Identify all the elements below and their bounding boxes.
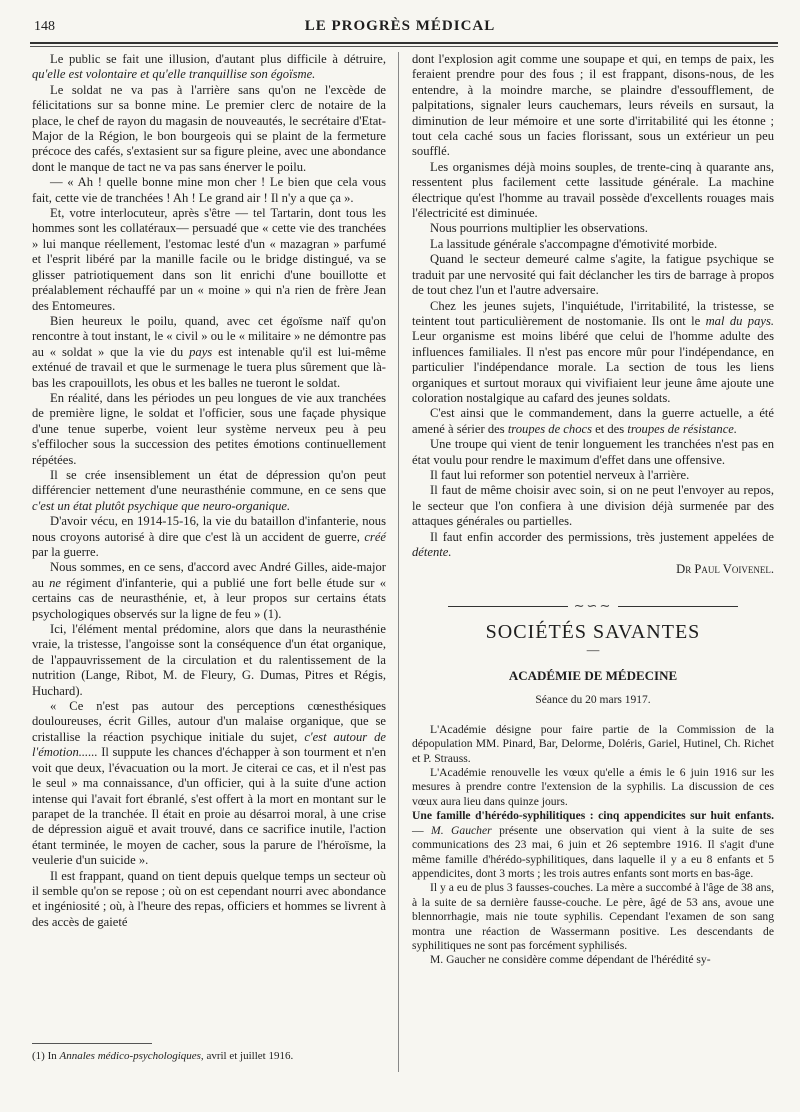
paragraph: Et, votre interlocuteur, après s'être — tel Tartarin, dont tous les hommes sont les collatéraux— persuadé que « cette vie des tranchées » lui manque réellement, l'estomac lesté d'un « mazagran » parfumé et l'esprit libéré par la manille facile ou le bridge distingué, va se glisser patriotiquement dans son lit enrichi d'une bouillotte et préalablement réchauffé par un « moine » qui n'a rien de frère Jean des Entomeures. <box>32 206 386 313</box>
paragraph: Une troupe qui vient de tenir longuement les tranchées n'est pas en état voulu pour rendre le maximum d'effet dans une offensive. <box>412 437 774 467</box>
right-column <box>412 52 774 968</box>
paragraph: Il faut de même choisir avec soin, si on ne peut l'envoyer au repos, le secteur que l'on confiera à une division déjà surmenée par des attaques générales ou partielles. <box>412 483 774 529</box>
paragraph: « Ce n'est pas autour des perceptions cœnesthésiques douloureuses, écrit Gilles, autour d'un malaise organique, que se cristallise la réaction psychique initiale du sujet, c'est autour de l'émotion...... Il suppute les chances d'échapper à son tourment et n'en voit que deux, l'évacuation ou la mort. Je citerai ce cas, et il n'est pas le seul » ma connaissance, d'un officier, qui à la suite d'une action intense qui l'avait fort ébranlé, s'est offert à la mort en montant sur le parapet de la tranchée. Il était en proie au désarroi moral, à une crise de dépression aiguë et avait trouvé, dans ce sacrifice inutile, l'action étant terminée, le moyen de cacher, sous la parure de l'héroïsme, la veulerie d'un suicide ». <box>32 699 387 868</box>
footnote-rule <box>32 1043 152 1044</box>
paragraph: — « Ah ! quelle bonne mine mon cher ! Le bien que cela vous fait, cette vie de tranchées ! Ah ! Le grand air ! Il n'y a que ça ». <box>32 175 386 205</box>
paragraph: Le soldat ne va pas à l'arrière sans qu'on ne l'excède de félicitations sur sa bonne mine. Le premier clerc de notaire de la place, le chef de rayon du magasin de nouveautés, le secrétaire d'Etat-Major de la Région, le bon bourgeois qui se plaint de la fermeture précoce des cafés, s'extasient sur sa figure pleine, avec une abondance dont le manque de tact ne va pas sans énerver le poilu. <box>32 82 386 174</box>
footnote: (1) In Annales médico-psychologiques, avril et juillet 1916. <box>32 1050 294 1062</box>
paragraph: Il faut enfin accorder des permissions, très justement appelées de détente. <box>412 529 774 559</box>
paragraph: Il y a eu de plus 3 fausses-couches. La mère a succombé à l'âge de 38 ans, à la suite de sa dernière fausse-couche. Le père, âgé de 53 ans, avoue une blennorrhagie, mais nie toute syphilis. Cependant l'examen de son sang montra une réaction de Wassermann positive. Les descendants de syphilitiques ne sont pas forcément syphilisés. <box>412 881 774 952</box>
paragraph: Bien heureux le poilu, quand, avec cet égoïsme naïf qu'on rencontre à tout instant, le « civil » ou le « militaire » ne démontre pas au « soldat » que la vie du pays est intenable qu'il est lui-même exténué de travail et que le surmenage le tuera plus sûrement que là-bas les crapouillots, les obus et les balles ne tueront le soldat. <box>32 313 386 390</box>
paragraph: D'avoir vécu, en 1914-15-16, la vie du bataillon d'infanterie, nous nous croyons autorisé à dire que c'est là un accident de guerre, créé par la guerre. <box>32 514 386 559</box>
paragraph: dont l'explosion agit comme une soupape et qui, en temps de paix, les feraient prendre pour des fous ; il est frappant, disons-nous, de les entendre, à la moindre marche, se plaindre d'essoufflement, de palpitations, signaler leurs cauchemars, leurs réveils en sursaut, la diminution de leur mémoire et une sorte d'irritabilité qui les étonne ; tout cela caché sous un facies florissant, sous un extérieur un peu soufflé. <box>412 52 774 159</box>
paragraph: Ici, l'élément mental prédomine, alors que dans la neurasthénie vraie, la tristesse, l'angoisse sont la conséquence d'un état organique, de l'appauvrissement de la circulation et du ralentissement de la nutrition (Lange, Ribot, M. de Fleury, G. Dumas, Pitres et Régis, Huchard). <box>32 622 386 698</box>
header-rule <box>30 42 778 44</box>
subsection-title: ACADÉMIE DE MÉDECINE <box>508 668 678 684</box>
session-date: Séance du 20 mars 1917. <box>535 694 651 707</box>
paragraph: Chez les jeunes sujets, l'inquiétude, l'irritabilité, la tristesse, se teintent tout particulièrement de nostomanie. Ils ont le mal du pays. Leur organisme est moins libéré que celui de l'homme adulte des influences familiales. Il n'est pas encore mûr pour l'indépendance, en particulier l'indépendance morale. La section de tous les liens organiques et surtout moraux qui vivifiaient leur jeune âme ajoute une coloration nostalgique au cafard des jeunes soldats. <box>412 298 774 405</box>
left-column <box>32 52 386 930</box>
paragraph: M. Gaucher ne considère comme dépendant de l'hérédité sy- <box>430 953 711 967</box>
paragraph: En réalité, dans les périodes un peu longues de vie aux tranchées de première ligne, le soldat et l'officier, sous une façade physique d'une tenue superbe, voient leur système nerveux peu à peu s'effilocher sous la succession des petites émotions continuellement répétées. <box>32 390 386 467</box>
paragraph: Les organismes déjà moins souples, de trente-cinq à quarante ans, ressentent plus facilement cette lassitude générale. La machine électrique qu'est l'homme au travail possède d'excellents rouages mais l'électricité est diminuée. <box>412 159 774 221</box>
paragraph: Nous pourrions multiplier les observations. <box>430 221 648 236</box>
paragraph: Quand le secteur demeuré calme s'agite, la fatigue psychique se traduit par une nervosité qui fait déclancher les tirs de barrage à propos de tout chez l'un et l'autre adversaire. <box>412 252 774 298</box>
column-divider <box>398 52 399 1072</box>
page-header <box>22 16 778 40</box>
paragraph: Une famille d'hérédo-syphilitiques : cinq appendicites sur huit enfants. — M. Gaucher présente une observation qui vient à la suite de ses communications des 23 mai, 6 juin et 26 septembre 1916. Il s'agit d'une même famille d'hérédo-syphilitiques, dans laquelle il y a eu 8 enfants et 5 appendicites, dont 3 morts ; les trois autres enfants sont morts en bas-âge. <box>412 809 775 880</box>
paragraph: C'est ainsi que le commandement, dans la guerre actuelle, a été amené à sérier des troupes de chocs et des troupes de résistance. <box>412 406 774 436</box>
section-title: SOCIÉTÉS SAVANTES <box>485 621 701 644</box>
paragraph: Nous sommes, en ce sens, d'accord avec André Gilles, aide-major au ne régiment d'infanterie, qui a publié une fort belle étude sur « certains cas de neurasthénie, et, à leur propos sur certains états psychologiques observés sur la ligne de feu » (1). <box>32 560 386 621</box>
title-dash: — <box>586 642 600 657</box>
author-signature: Dr Paul Voivenel. <box>676 562 774 577</box>
paragraph: Il se crée insensiblement un état de dépression qu'on peut différencier nettement d'une neurasthénie commune, en ce sens que c'est un état plutôt psychique que neuro-organique. <box>32 467 386 513</box>
paragraph: L'Académie renouvelle les vœux qu'elle a émis le 6 juin 1916 sur les mesures à prendre contre l'extension de la syphilis. La discussion de ces vœux aura lieu dans quinze jours. <box>412 766 774 808</box>
paragraph: L'Académie désigne pour faire partie de la Commission de la dépopulation MM. Pinard, Bar, Delorme, Doléris, Gariel, Hutinel, Ch. Richet et P. Strauss. <box>412 722 774 765</box>
paragraph: La lassitude générale s'accompagne d'émotivité morbide. <box>430 236 718 251</box>
paragraph: Il faut lui reformer son potentiel nerveux à l'arrière. <box>430 467 690 482</box>
journal-title: LE PROGRÈS MÉDICAL <box>304 18 496 34</box>
section-ornament: ∼∽∼ <box>412 598 774 613</box>
paragraph: Il est frappant, quand on tient depuis quelque temps un secteur où il semble qu'on se repose ; où on est cependant nourri avec abondance et ingéniosité ; où, à l'heure des repas, officiers et hommes se livrent à des accès de gaieté <box>32 868 386 929</box>
page-number: 148 <box>34 19 55 34</box>
paragraph: Le public se fait une illusion, d'autant plus difficile à détruire, qu'elle est volontaire et qu'elle tranquillise son égoïsme. <box>32 52 386 82</box>
header-rule-thin <box>30 46 778 47</box>
